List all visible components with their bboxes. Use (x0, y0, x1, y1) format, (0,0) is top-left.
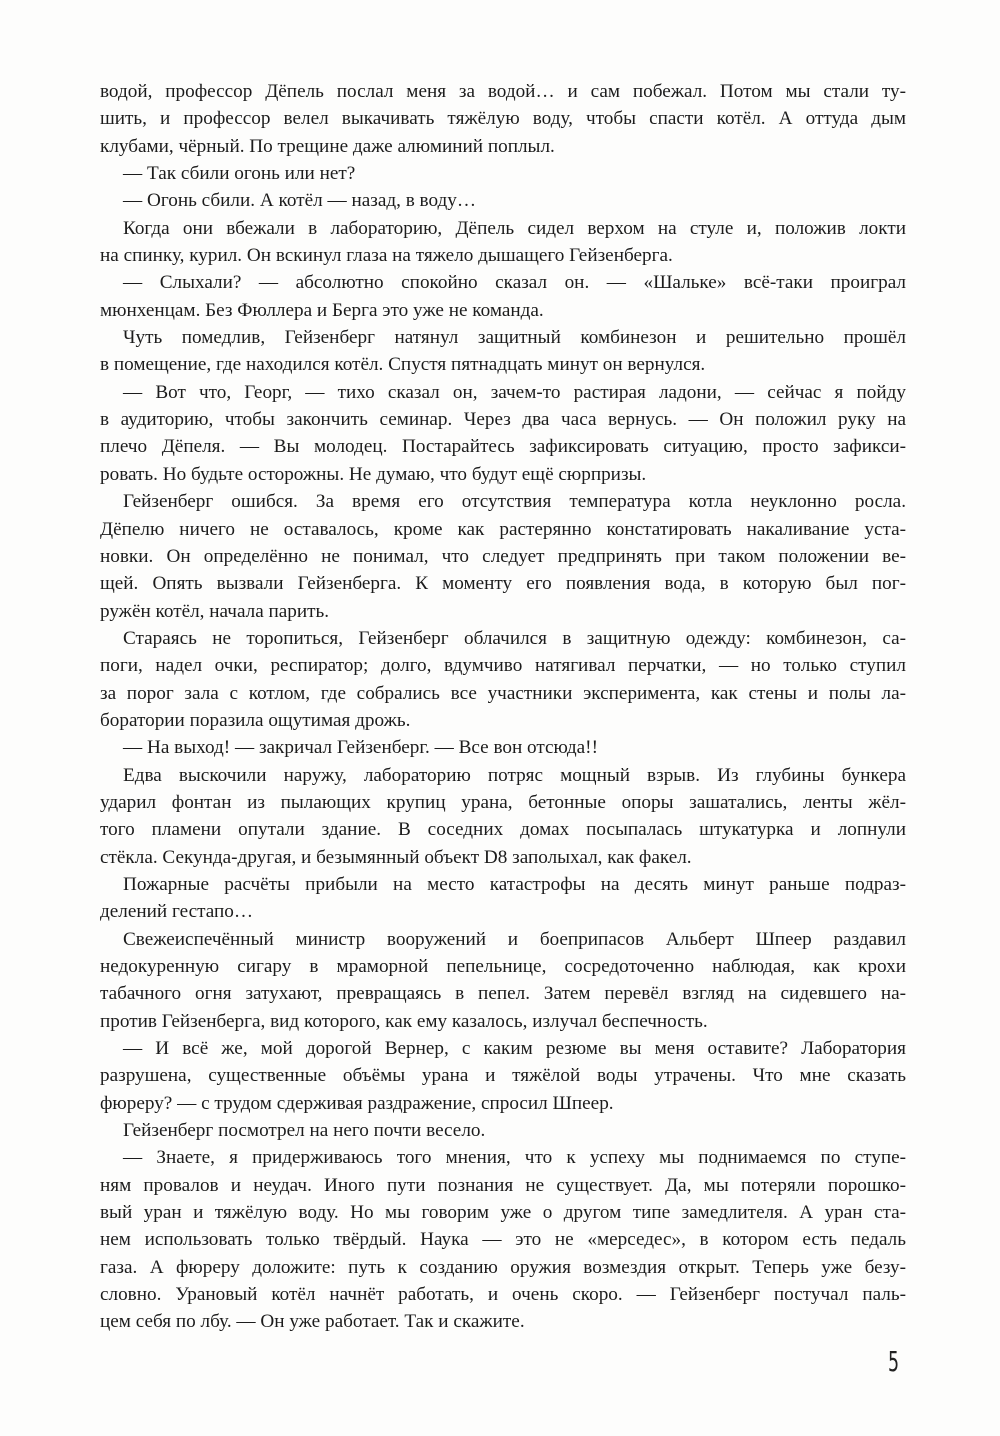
text-line: поги, надел очки, респиратор; долго, вдумчиво натягивал перчатки, — но только ступил (100, 655, 906, 677)
text-line: против Гейзенберга, вид которого, как ему казалось, излучал беспечность. (100, 1010, 708, 1032)
text-line: Когда они вбежали в лабораторию, Дёпель сидел верхом на стуле и, положив локти (123, 217, 906, 239)
text-line: Едва выскочили наружу, лабораторию потряс мощный взрыв. Из глубины бункера (123, 764, 906, 786)
text-line: стёкла. Секунда-другая, и безымянный объект D8 заполыхал, как факел. (100, 846, 692, 868)
paragraph (100, 1035, 906, 1117)
text-line: цем себя по лбу. — Он уже работает. Так и скажите. (100, 1311, 525, 1333)
paragraph (100, 488, 906, 625)
text-line: клубами, чёрный. По трещине даже алюминий поплыл. (100, 135, 555, 157)
text-line: ровать. Но будьте осторожны. Не думаю, что будут ещё сюрпризы. (100, 463, 647, 485)
text-line: недокуренную сигару в мраморной пепельнице, сосредоточенно наблюдая, как крохи (100, 956, 906, 977)
text-line: шить, и профессор велел выкачивать тяжёлую воду, чтобы спасти котёл. А оттуда дым (100, 108, 906, 130)
text-line: в аудиторию, чтобы закончить семинар. Через два часа вернусь. — Он положил руку на (100, 409, 906, 431)
text-line: Дёпелю ничего не оставалось, кроме как растерянно констатировать накаливание уста- (100, 518, 906, 540)
text-line: Гейзенберг ошибся. За время его отсутствия температура котла неуклонно росла. (123, 491, 906, 513)
text-line: — На выход! — закричал Гейзенберг. — Все вон отсюда!! (123, 737, 598, 759)
paragraph (100, 215, 906, 270)
text-line: — Слыхали? — абсолютно спокойно сказал он. — «Шальке» всё-таки проиграл (123, 272, 906, 294)
paragraph (100, 160, 906, 187)
text-line: — Вот что, Георг, — тихо сказал он, зачем-то растирая ладони, — сейчас я пойду (123, 381, 906, 403)
text-line: за порог зала с котлом, где собрались все участники эксперимента, как стены и полы ла- (100, 682, 906, 704)
text-line: водой, профессор Дёпель послал меня за водой… и сам побежал. Потом мы стали ту- (100, 81, 906, 102)
text-line: нем использовать только твёрдый. Наука — это не «мерседес», в котором есть педаль (100, 1229, 906, 1251)
paragraph (100, 324, 906, 379)
text-line: плечо Дёпеля. — Вы молодец. Постарайтесь зафиксировать ситуацию, просто зафикси- (100, 436, 906, 458)
text-line: новки. Он определённо не понимал, что следует предпринять при таком положении ве- (100, 545, 906, 567)
paragraph (100, 78, 906, 160)
paragraph (100, 1144, 906, 1335)
text-line: ням провалов и неудач. Иного пути познания не существует. Да, мы потеряли порошко- (100, 1174, 906, 1196)
text-line: Свежеиспечённый министр вооружений и боеприпасов Альберт Шпеер раздавил (123, 928, 906, 950)
paragraph (100, 1117, 906, 1144)
paragraph (100, 762, 906, 871)
paragraph (100, 926, 906, 1035)
paragraph (100, 625, 906, 734)
text-line: ружён котёл, начала парить. (100, 600, 330, 622)
text-line: — И всё же, мой дорогой Вернер, с каким резюме вы меня оставите? Лаборатория (123, 1038, 906, 1060)
paragraph (100, 871, 906, 926)
text-line: — Огонь сбили. А котёл — назад, в воду… (123, 190, 477, 212)
text-line: Стараясь не торопиться, Гейзенберг облачился в защитную одежду: комбинезон, са- (123, 627, 906, 649)
text-line: Пожарные расчёты прибыли на место катастрофы на десять минут раньше подраз- (123, 873, 906, 895)
text-line: того пламени опутали здание. В соседних домах посыпалась штукатурка и лопнули (100, 819, 906, 841)
page-number: 5 (888, 1345, 900, 1378)
text-line: — Знаете, я придерживаюсь того мнения, что к успеху мы поднимаемся по ступе- (123, 1147, 906, 1169)
text-line: мюнхенцам. Без Фюллера и Берга это уже не команда. (100, 299, 544, 321)
text-line: вый уран и тяжёлую воду. Но мы говорим уже о другом типе замедлителя. А уран ста- (100, 1202, 906, 1224)
text-line: на спинку, курил. Он вскинул глаза на тяжело дышащего Гейзенберга. (100, 245, 673, 267)
body-text (100, 78, 906, 1336)
text-line: газа. А фюреру доложите: путь к созданию оружия возмездия открыт. Теперь уже безу- (100, 1256, 906, 1278)
text-line: щей. Опять вызвали Гейзенберга. К моменту его появления вода, в которую был пог- (100, 573, 906, 595)
text-line: — Так сбили огонь или нет? (123, 163, 356, 185)
paragraph (100, 734, 906, 761)
paragraph (100, 187, 906, 214)
paragraph (100, 269, 906, 324)
text-line: Чуть помедлив, Гейзенберг натянул защитный комбинезон и решительно прошёл (123, 327, 906, 349)
text-line: делений гестапо… (100, 901, 254, 923)
text-line: табачного огня затухают, превращаясь в пепел. Затем перевёл взгляд на сидевшего на- (100, 983, 906, 1005)
text-line: фюреру? — с трудом сдерживая раздражение, спросил Шпеер. (100, 1092, 614, 1114)
text-line: разрушена, существенные объёмы урана и тяжёлой воды утрачены. Что мне сказать (100, 1065, 906, 1087)
text-line: боратории поразила ощутимая дрожь. (100, 709, 411, 731)
paragraph (100, 379, 906, 488)
text-line: в помещение, где находился котёл. Спустя пятнадцать минут он вернулся. (100, 354, 706, 376)
text-line: словно. Урановый котёл начнёт работать, и очень скоро. — Гейзенберг постучал паль- (100, 1284, 906, 1306)
text-line: Гейзенберг посмотрел на него почти весело. (123, 1120, 486, 1142)
text-line: ударил фонтан из пылающих крупиц урана, бетонные опоры зашатались, ленты жёл- (100, 791, 906, 813)
